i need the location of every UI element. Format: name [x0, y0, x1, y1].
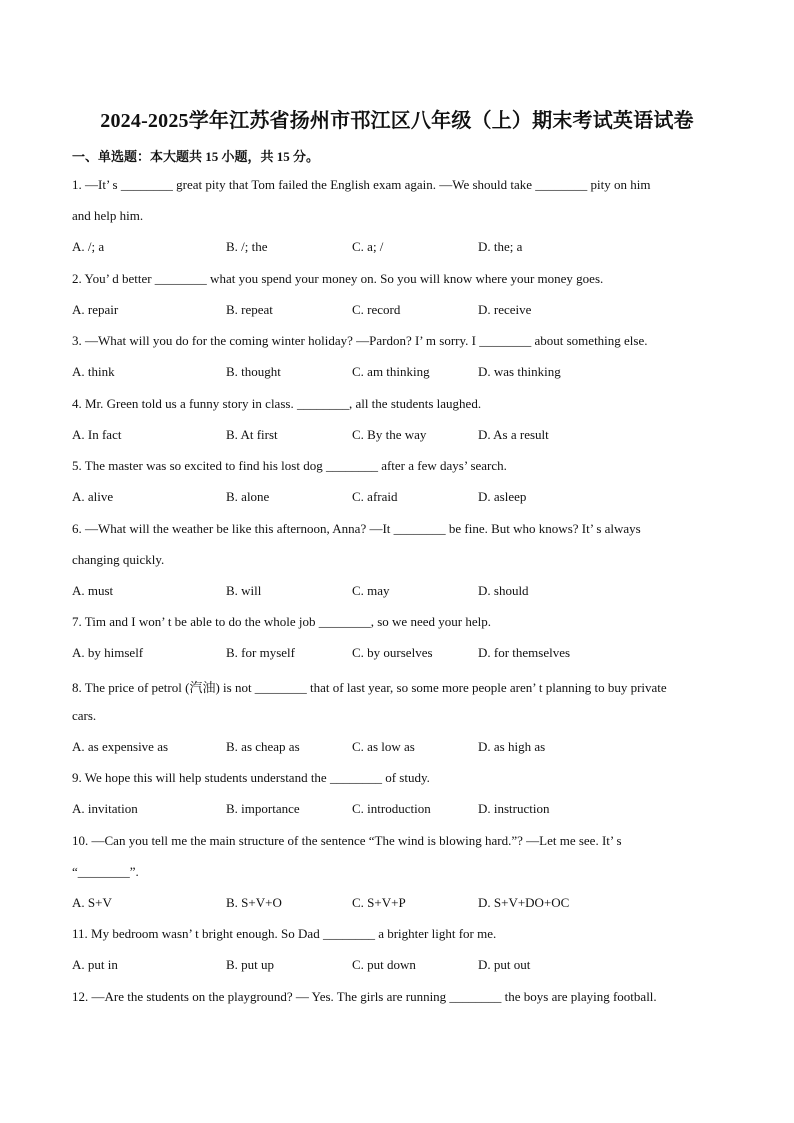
option-c[interactable]: C. by ourselves [352, 645, 433, 660]
option-b[interactable]: B. S+V+O [226, 895, 282, 910]
option-a[interactable]: A. repair [72, 302, 119, 317]
option-d[interactable]: D. the; a [478, 239, 523, 254]
option-b[interactable]: B. put up [226, 957, 275, 972]
option-d[interactable]: D. was thinking [478, 364, 561, 379]
option-b[interactable]: B. will [226, 583, 262, 598]
option-c[interactable]: C. record [352, 302, 401, 317]
section-heading: 一、单选题：本大题共 15 小题，共 15 分。 [72, 149, 320, 164]
option-c[interactable]: C. S+V+P [352, 895, 406, 910]
question-stem: 5. The master was so excited to find his lost dog ________ after a few days’ search. [72, 458, 507, 473]
option-a[interactable]: A. S+V [72, 895, 112, 910]
question-stem: 12. —Are the students on the playground? — Yes. The girls are running ________ the boys are playing football. [72, 989, 657, 1004]
option-c[interactable]: C. may [352, 583, 390, 598]
option-d[interactable]: D. should [478, 583, 529, 598]
option-b[interactable]: B. importance [226, 801, 300, 816]
question-stem: 8. The price of petrol (汽油) is not ________ that of last year, so some more people aren’ t planning to buy private [72, 680, 667, 695]
question-stem-continued: “________”. [72, 864, 139, 879]
option-a[interactable]: A. /; a [72, 239, 105, 254]
option-a[interactable]: A. alive [72, 489, 114, 504]
question-stem: 7. Tim and I won’ t be able to do the whole job ________, so we need your help. [72, 614, 491, 629]
option-a[interactable]: A. as expensive as [72, 739, 169, 754]
option-b[interactable]: B. as cheap as [226, 739, 300, 754]
question-stem: 3. —What will you do for the coming winter holiday? —Pardon? I’ m sorry. I ________ about something else. [72, 333, 648, 348]
option-a[interactable]: A. think [72, 364, 115, 379]
question-stem: 11. My bedroom wasn’ t bright enough. So Dad ________ a brighter light for me. [72, 926, 497, 941]
option-d[interactable]: D. S+V+DO+OC [478, 895, 570, 910]
option-c[interactable]: C. am thinking [352, 364, 430, 379]
option-d[interactable]: D. put out [478, 957, 531, 972]
question-stem: 9. We hope this will help students understand the ________ of study. [72, 770, 430, 785]
question-stem: 10. —Can you tell me the main structure of the sentence “The wind is blowing hard.”? —Let me see. It’ s [72, 833, 622, 848]
option-c[interactable]: C. afraid [352, 489, 398, 504]
option-d[interactable]: D. as high as [478, 739, 546, 754]
question-stem: 4. Mr. Green told us a funny story in class. ________, all the students laughed. [72, 396, 482, 411]
question-stem: 2. You’ d better ________ what you spend your money on. So you will know where your money goes. [72, 271, 604, 286]
option-d[interactable]: D. asleep [478, 489, 527, 504]
option-d[interactable]: D. As a result [478, 427, 549, 442]
option-c[interactable]: C. By the way [352, 427, 427, 442]
question-stem: 6. —What will the weather be like this afternoon, Anna? —It ________ be fine. But who knows? It’ s always [72, 521, 641, 536]
option-a[interactable]: A. by himself [72, 645, 144, 660]
option-b[interactable]: B. repeat [226, 302, 273, 317]
option-d[interactable]: D. instruction [478, 801, 550, 816]
question-stem-continued: cars. [72, 708, 97, 723]
option-c[interactable]: C. put down [352, 957, 416, 972]
option-c[interactable]: C. as low as [352, 739, 415, 754]
option-d[interactable]: D. for themselves [478, 645, 571, 660]
option-a[interactable]: A. In fact [72, 427, 122, 442]
question-stem: 1. —It’ s ________ great pity that Tom failed the English exam again. —We should take ________ pity on him [72, 177, 651, 192]
option-a[interactable]: A. invitation [72, 801, 138, 816]
option-c[interactable]: C. introduction [352, 801, 431, 816]
option-c[interactable]: C. a; / [352, 239, 384, 254]
option-a[interactable]: A. must [72, 583, 114, 598]
option-b[interactable]: B. alone [226, 489, 270, 504]
exam-title: 2024-2025学年江苏省扬州市邗江区八年级（上）期末考试英语试卷 [100, 110, 694, 132]
option-b[interactable]: B. At first [226, 427, 278, 442]
option-d[interactable]: D. receive [478, 302, 532, 317]
option-b[interactable]: B. for myself [226, 645, 295, 660]
option-b[interactable]: B. thought [226, 364, 281, 379]
question-stem-continued: and help him. [72, 208, 144, 223]
option-a[interactable]: A. put in [72, 957, 118, 972]
question-stem-continued: changing quickly. [72, 552, 165, 567]
option-b[interactable]: B. /; the [226, 239, 268, 254]
